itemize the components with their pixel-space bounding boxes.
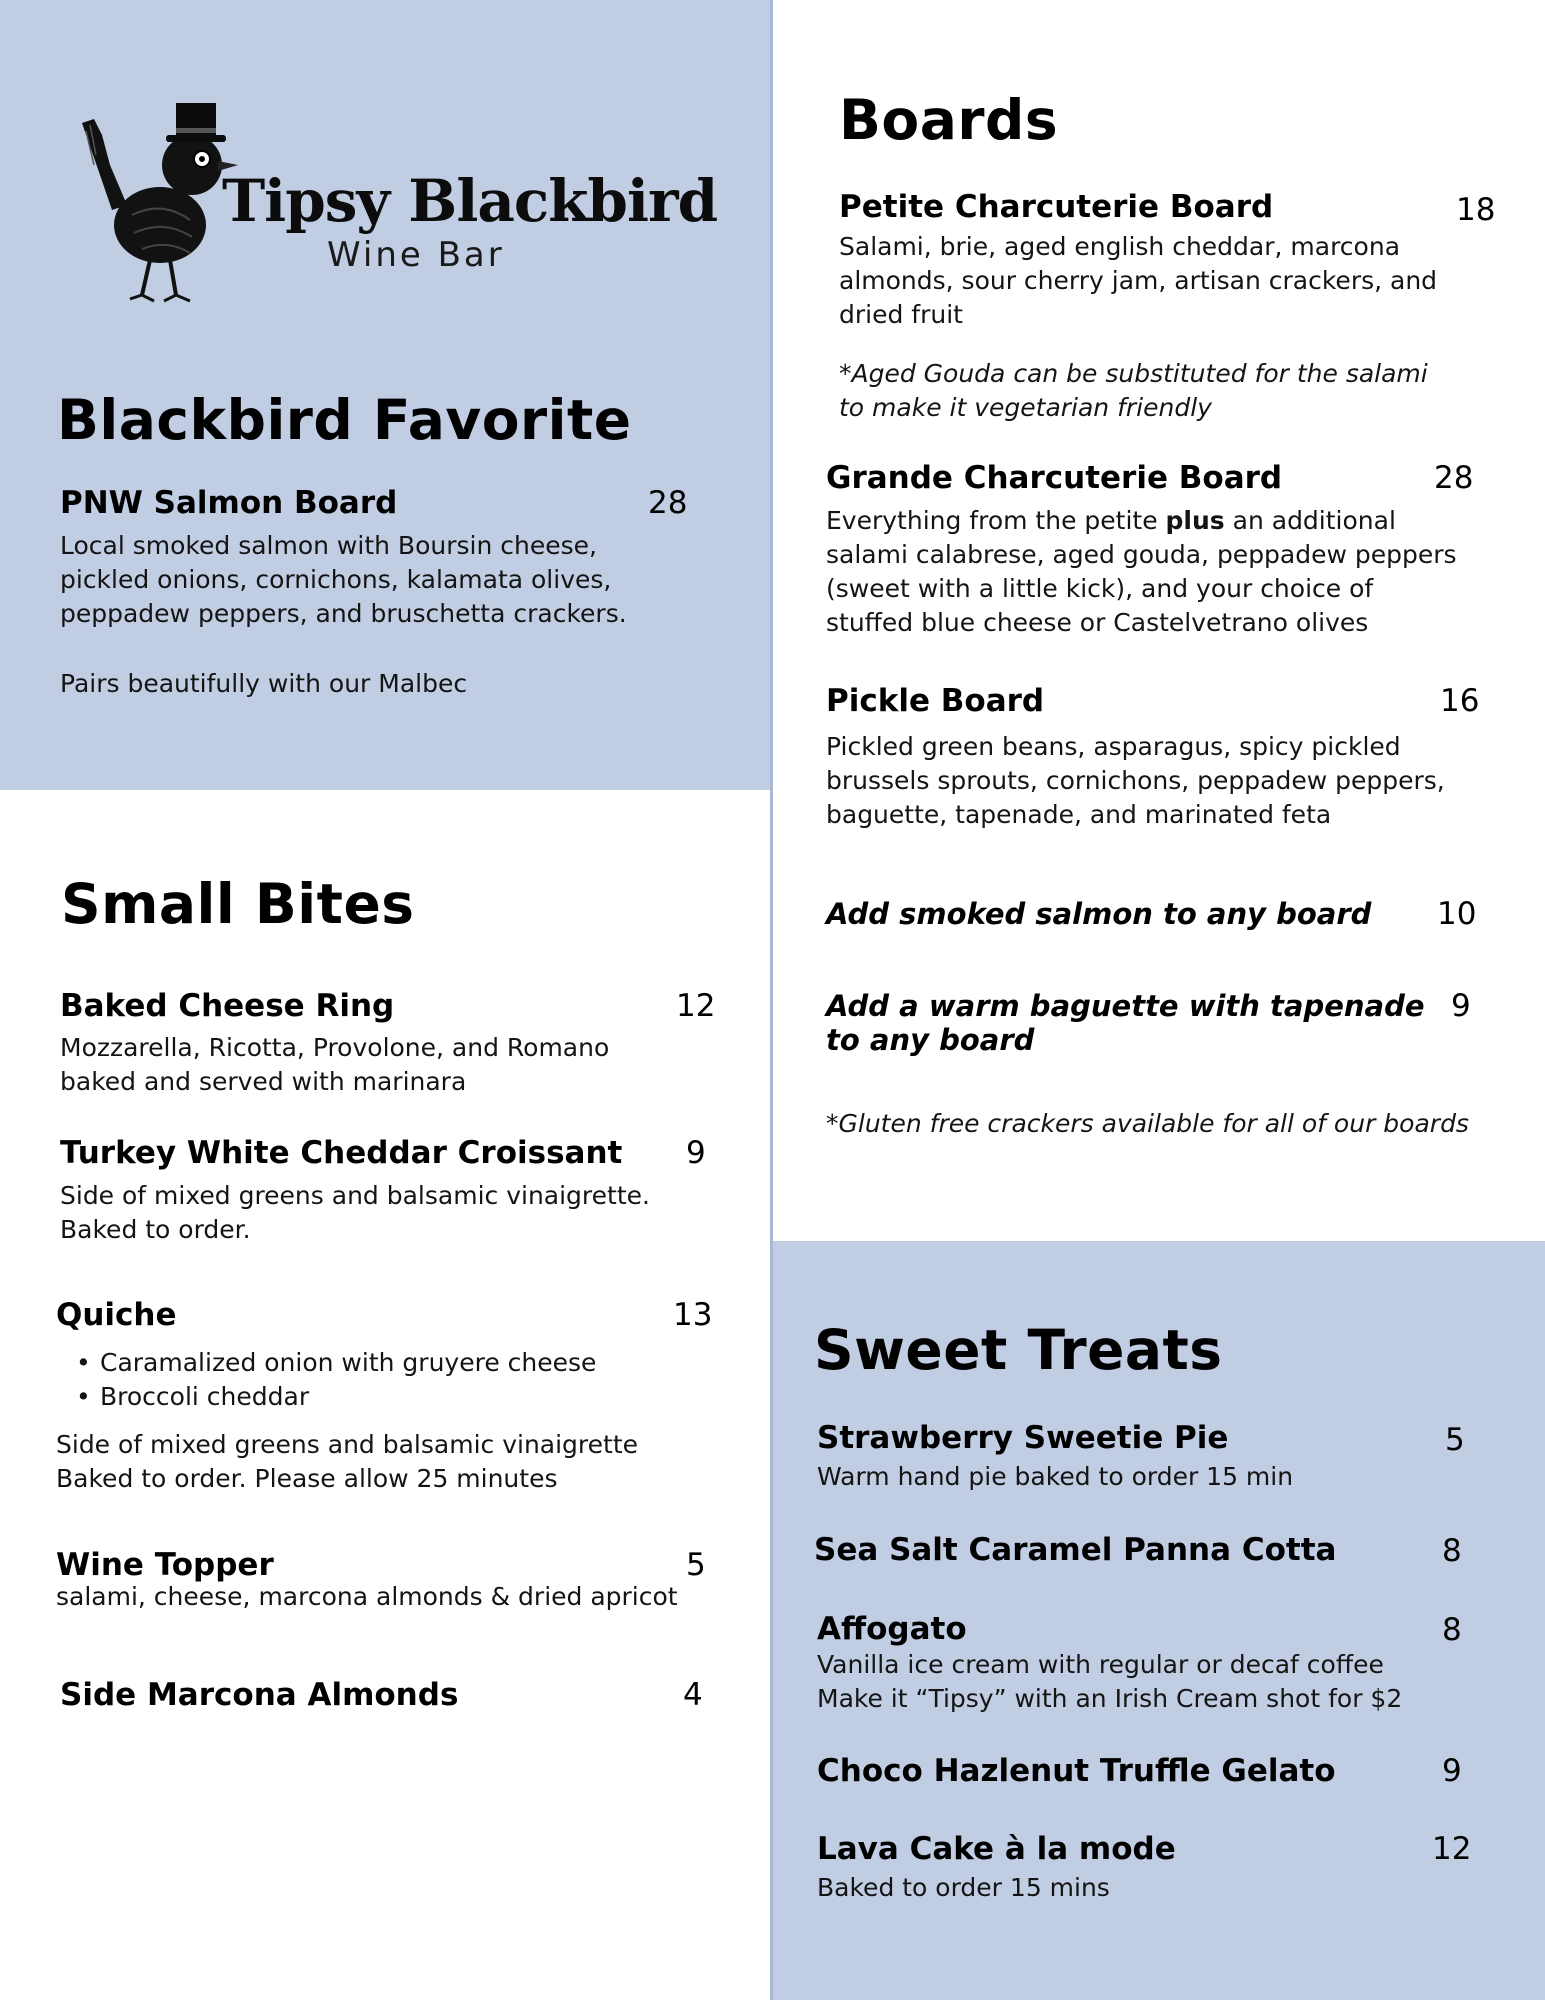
favorite-item-price: 28 — [648, 485, 688, 521]
menu-item-price: 8 — [1442, 1533, 1462, 1569]
logo-subtitle: Wine Bar — [327, 235, 505, 275]
desc-line: Vanilla ice cream with regular or decaf coffee — [817, 1650, 1384, 1679]
logo-name: Tipsy Blackbird — [222, 167, 718, 235]
sweet-treats-title: Sweet Treats — [814, 1318, 1223, 1382]
favorite-item-desc — [60, 529, 627, 631]
desc-line: salami calabrese, aged gouda, peppadew peppers — [826, 540, 1457, 569]
menu-item-name: Wine Topper — [56, 1547, 274, 1583]
menu-item-name: Turkey White Cheddar Croissant — [60, 1135, 623, 1171]
desc-line: Local smoked salmon with Boursin cheese, — [60, 531, 597, 560]
desc-emphasis: plus — [1165, 506, 1225, 535]
menu-item-name: Grande Charcuterie Board — [826, 460, 1283, 496]
menu-item-name: Lava Cake à la mode — [817, 1831, 1176, 1867]
desc-line: Mozzarella, Ricotta, Provolone, and Romano — [60, 1033, 610, 1062]
addon-line: Add a warm baguette with tapenade — [826, 989, 1425, 1023]
favorite-item-name: PNW Salmon Board — [60, 485, 398, 521]
desc-line: Warm hand pie baked to order 15 min — [817, 1462, 1294, 1491]
desc-line: Baked to order 15 mins — [817, 1873, 1110, 1902]
desc-line: Side of mixed greens and balsamic vinaigrette. — [60, 1181, 650, 1210]
menu-item-name: Petite Charcuterie Board — [839, 189, 1274, 225]
desc-line: Make it “Tipsy” with an Irish Cream shot for $2 — [817, 1684, 1403, 1713]
menu-item-desc — [56, 1428, 638, 1496]
menu-item-desc — [60, 1179, 650, 1247]
menu-item-name: Quiche — [56, 1297, 177, 1333]
desc-line: dried fruit — [839, 300, 963, 329]
menu-item-price: 9 — [1442, 1753, 1462, 1789]
desc-line: Pickled green beans, asparagus, spicy pickled — [826, 732, 1401, 761]
menu-item-price: 16 — [1440, 683, 1480, 719]
menu-item-name: Choco Hazlenut Truffle Gelato — [817, 1753, 1336, 1789]
vegetarian-note — [839, 357, 1428, 425]
favorite-title: Blackbird Favorite — [57, 388, 632, 452]
addon-salmon-price: 10 — [1437, 896, 1477, 932]
desc-line: stuffed blue cheese or Castelvetrano olives — [826, 608, 1369, 637]
menu-item-price: 28 — [1434, 460, 1474, 496]
list-item: • Broccoli cheddar — [58, 1380, 596, 1414]
desc-line: pickled onions, cornichons, kalamata olives, — [60, 565, 612, 594]
list-item: • Caramalized onion with gruyere cheese — [58, 1346, 596, 1380]
menu-item-name: Baked Cheese Ring — [60, 988, 395, 1024]
menu-item-desc — [817, 1460, 1293, 1494]
menu-item-price: 12 — [1432, 1831, 1472, 1867]
menu-item-price: 4 — [683, 1677, 703, 1713]
menu-item-desc — [826, 504, 1457, 640]
desc-line: Salami, brie, aged english cheddar, marcona — [839, 232, 1401, 261]
menu-item-price: 8 — [1442, 1612, 1462, 1648]
menu-item-name: Side Marcona Almonds — [60, 1677, 459, 1713]
menu-item-desc — [839, 230, 1437, 332]
desc-line: Baked to order. — [60, 1215, 251, 1244]
menu-item-price: 5 — [686, 1547, 706, 1583]
column-divider — [770, 0, 773, 2000]
addon-line: to any board — [826, 1023, 1035, 1057]
menu-item-desc — [60, 1031, 609, 1099]
desc-line: peppadew peppers, and bruschetta crackers. — [60, 599, 627, 628]
desc-line: Side of mixed greens and balsamic vinaigrette — [56, 1430, 639, 1459]
desc-pre: Everything from the petite — [826, 506, 1166, 535]
menu-item-desc — [817, 1648, 1402, 1716]
menu-item-desc — [826, 730, 1445, 832]
desc-post: an additional — [1224, 506, 1396, 535]
quiche-options — [58, 1346, 596, 1414]
menu-item-name: Strawberry Sweetie Pie — [817, 1420, 1229, 1456]
desc-line: baguette, tapenade, and marinated feta — [826, 800, 1332, 829]
boards-title: Boards — [839, 88, 1059, 152]
menu-item-price: 13 — [673, 1297, 713, 1333]
menu-item-desc — [56, 1580, 678, 1614]
note-line: *Aged Gouda can be substituted for the salami — [839, 359, 1428, 388]
desc-line: almonds, sour cherry jam, artisan crackers, and — [839, 266, 1438, 295]
menu-item-name: Sea Salt Caramel Panna Cotta — [814, 1532, 1337, 1568]
desc-line: baked and served with marinara — [60, 1067, 467, 1096]
menu-item-price: 12 — [676, 988, 716, 1024]
menu-item-name: Pickle Board — [826, 683, 1045, 719]
logo — [72, 95, 718, 310]
menu-item-desc — [817, 1871, 1110, 1905]
desc-line: brussels sprouts, cornichons, peppadew peppers, — [826, 766, 1445, 795]
desc-line — [826, 504, 1457, 538]
menu-item-price: 9 — [686, 1135, 706, 1171]
menu-item-price: 5 — [1445, 1422, 1465, 1458]
menu-item-name: Affogato — [817, 1611, 967, 1647]
gluten-free-note: *Gluten free crackers available for all of our boards — [826, 1109, 1469, 1138]
menu-item-price: 18 — [1456, 192, 1496, 228]
desc-line: salami, cheese, marcona almonds & dried apricot — [56, 1582, 678, 1611]
note-line: to make it vegetarian friendly — [839, 393, 1212, 422]
favorite-pairing: Pairs beautifully with our Malbec — [60, 669, 468, 698]
addon-salmon: Add smoked salmon to any board — [826, 897, 1372, 931]
desc-line: Baked to order. Please allow 25 minutes — [56, 1464, 558, 1493]
addon-baguette — [826, 989, 1425, 1057]
addon-baguette-price: 9 — [1451, 988, 1471, 1024]
desc-line: (sweet with a little kick), and your choice of — [826, 574, 1374, 603]
small-bites-title: Small Bites — [61, 872, 415, 936]
